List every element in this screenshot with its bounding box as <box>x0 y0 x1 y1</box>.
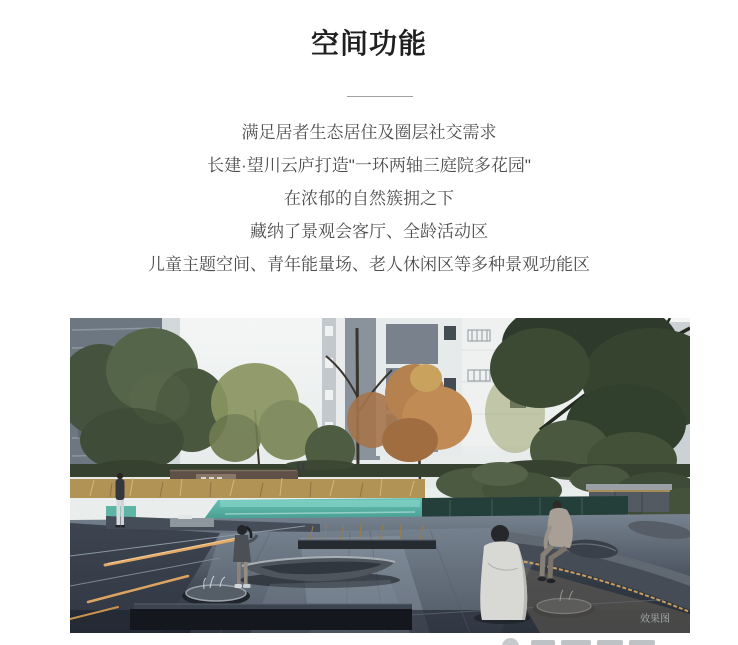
paragraph-line: 儿童主题空间、青年能量场、老人休闲区等多种景观功能区 <box>148 255 590 274</box>
clipped-text-smudge <box>531 640 555 645</box>
clipped-text-smudge <box>629 640 655 645</box>
rendering-canvas <box>70 318 690 633</box>
account-avatar <box>502 638 519 645</box>
footer-account-row-clipped <box>0 637 738 645</box>
paragraph-line: 藏纳了景观会客厅、全龄活动区 <box>250 222 488 241</box>
page-title: 空间功能 <box>310 28 427 59</box>
paragraph-line: 长建·望川云庐打造"一环两轴三庭院多花园" <box>207 156 531 175</box>
courtyard-rendering-image[interactable] <box>70 318 690 633</box>
title-divider <box>347 96 413 97</box>
paragraph-line: 满足居者生态居住及圈层社交需求 <box>241 123 497 142</box>
paragraph-line: 在浓郁的自然簇拥之下 <box>284 189 454 208</box>
watermark-text: 效果图 <box>640 614 670 625</box>
clipped-text-smudge <box>597 640 623 645</box>
clipped-text-smudge <box>561 640 591 645</box>
intro-paragraph <box>0 116 738 281</box>
bench-front <box>130 604 412 630</box>
